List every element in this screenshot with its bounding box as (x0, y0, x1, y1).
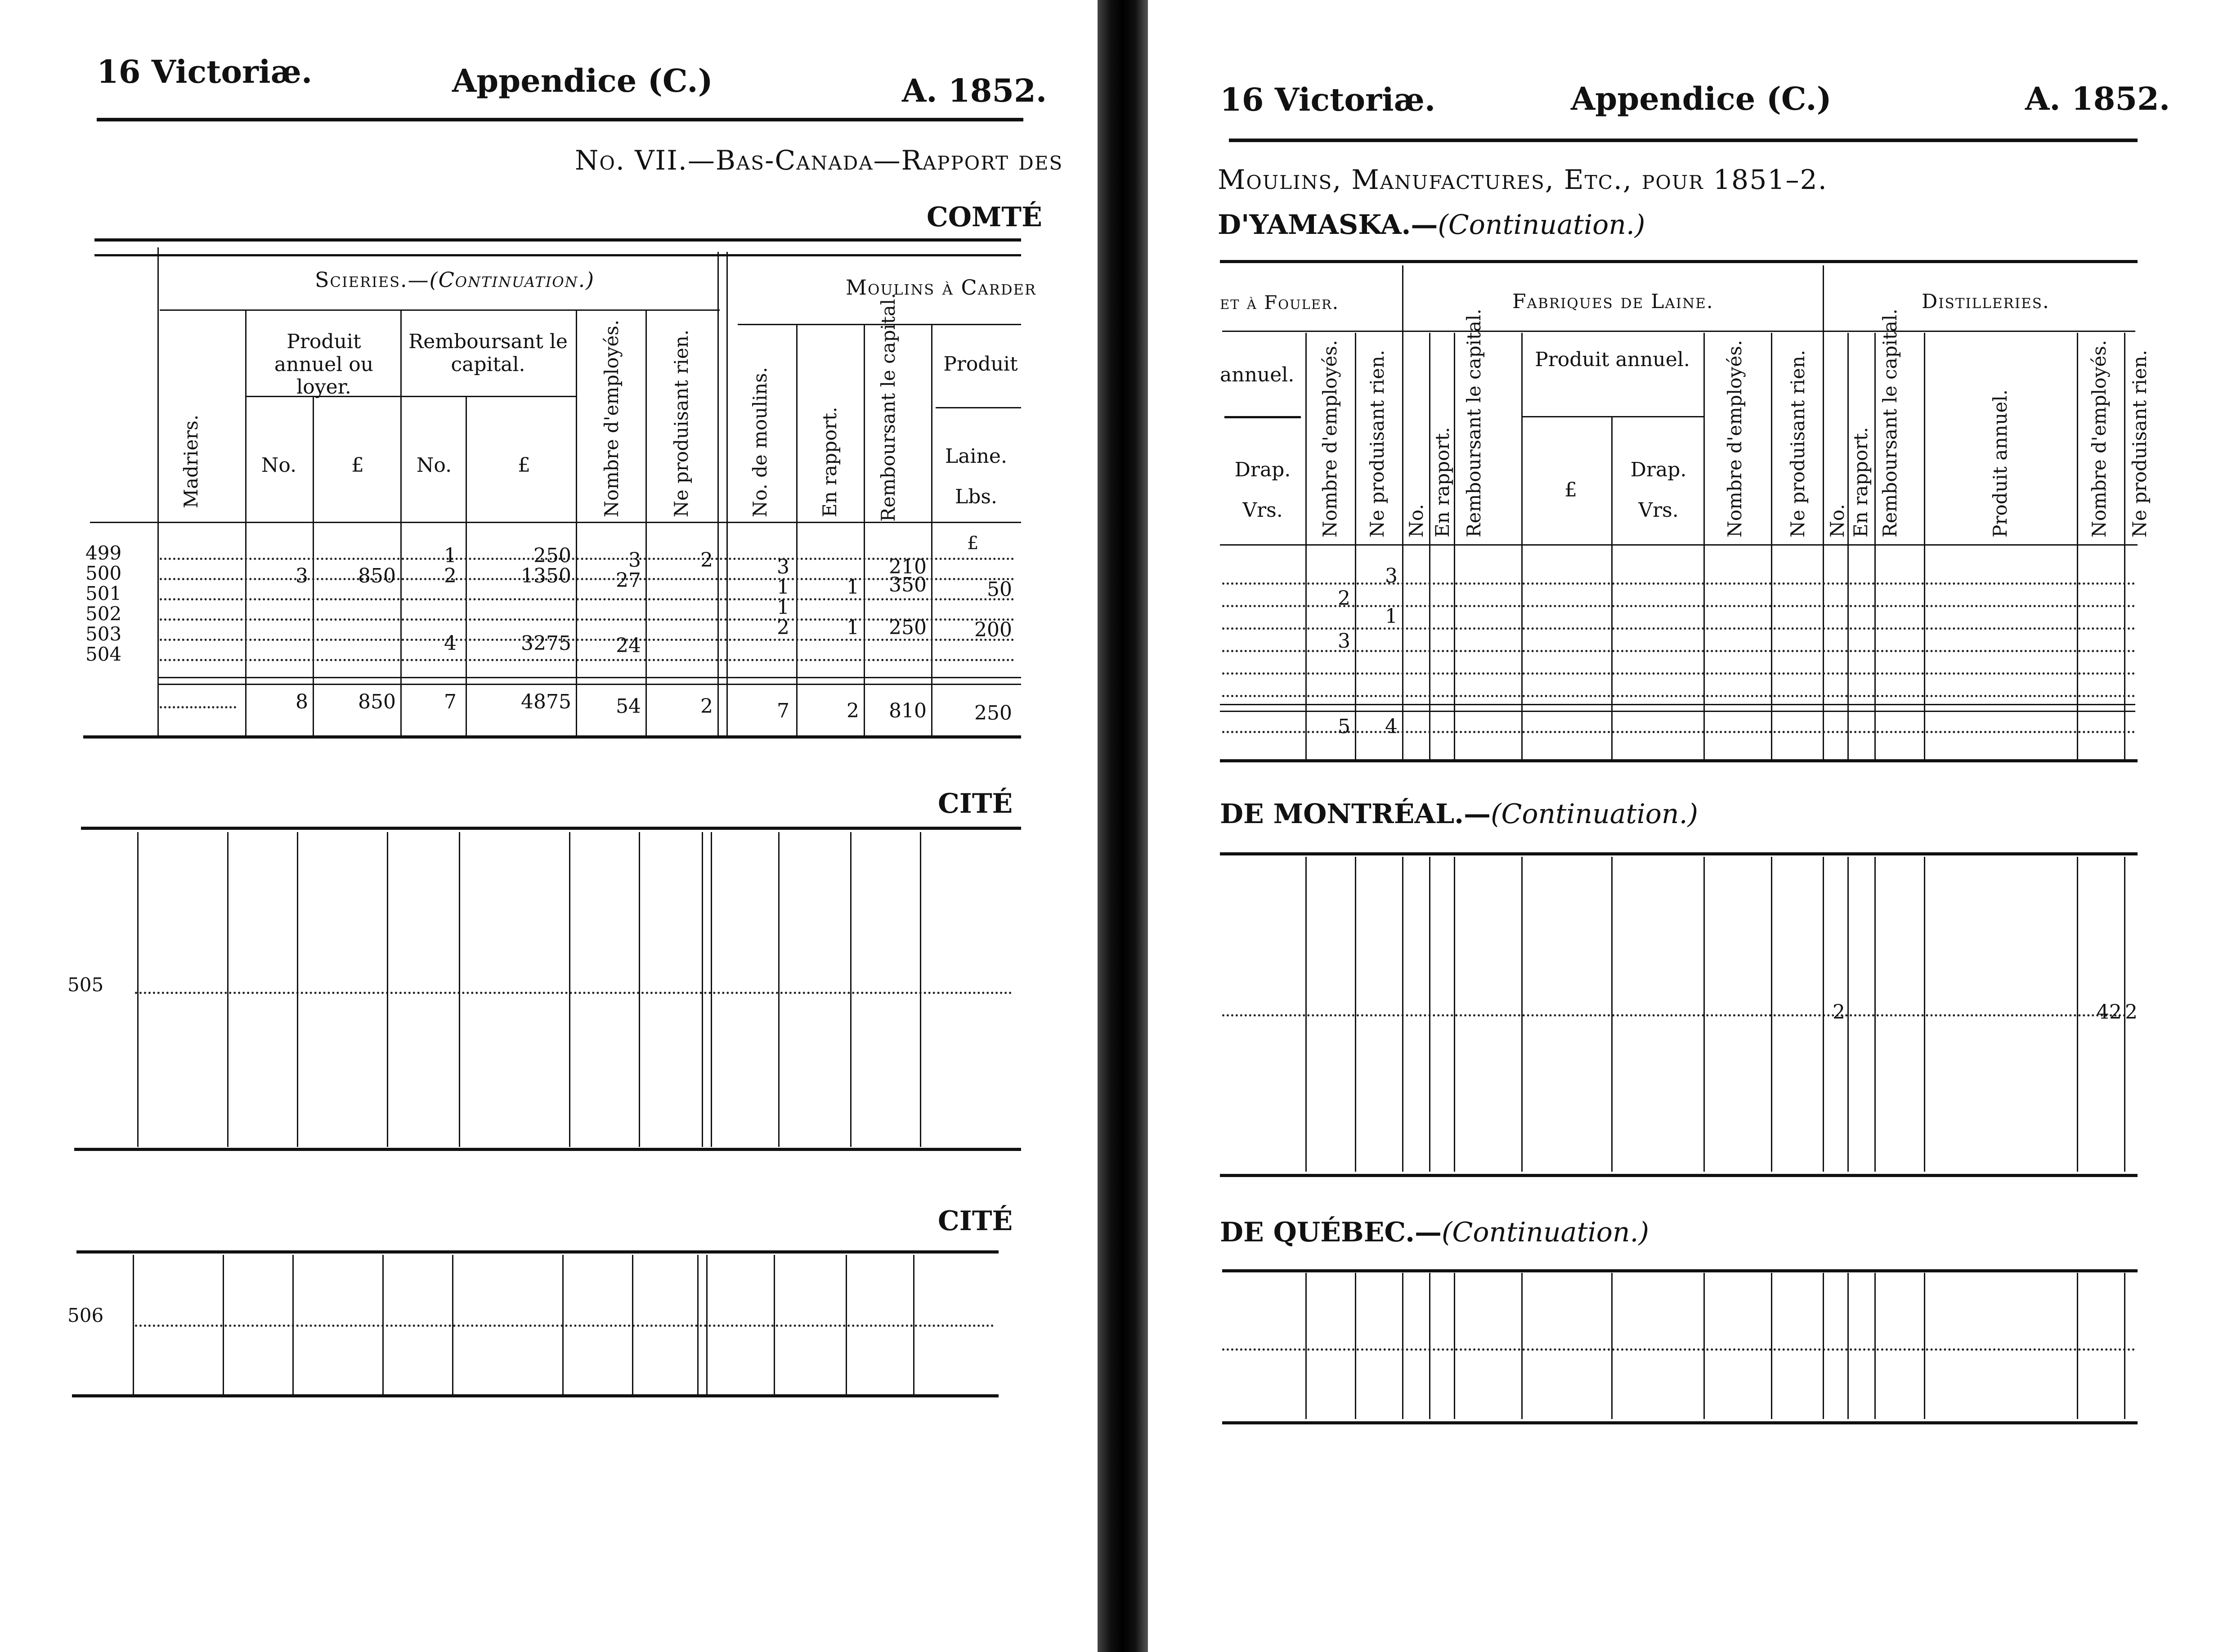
col-nombre-employes: Nombre d'employés. (601, 319, 623, 517)
cell: 210 (889, 555, 927, 578)
county-quebec: DE QUÉBEC.—(Continuation.) (1220, 1217, 1649, 1248)
cell: 24 (616, 634, 641, 657)
cell: 2 (700, 549, 713, 572)
header-year: A. 1852. (2025, 80, 2170, 117)
cell: 2 (1833, 1001, 1845, 1024)
col-vrs-2: Vrs. (1638, 499, 1679, 522)
cell: 3 (1338, 630, 1350, 653)
col-laine: Laine. (945, 445, 1007, 468)
table-row-label: 502 (85, 603, 122, 625)
cell: 1 (777, 596, 789, 619)
cell: 3 (1385, 564, 1398, 587)
total-cell: 4 (1385, 715, 1398, 738)
table-top-rule (94, 238, 1021, 242)
county-label: D'YAMASKA.—(Continuation.) (1218, 209, 1645, 241)
table-row-label: 506 (67, 1304, 104, 1326)
col-ne-produisant-3: Ne produisant rien. (2129, 349, 2151, 537)
col-ne-produisant: Ne produisant rien. (670, 329, 692, 517)
cell: 1 (777, 576, 789, 599)
col-no: No. (261, 454, 297, 477)
cell: 2 (444, 564, 457, 587)
header-appendix: Appendice (C.) (1571, 80, 1832, 117)
section-distilleries: Distilleries. (1922, 290, 2050, 313)
col-produit-annuel: Produit annuel ou loyer. (274, 330, 374, 399)
cell: 350 (889, 573, 927, 596)
cell: 1 (1385, 605, 1398, 628)
col-pound: £ (351, 454, 364, 477)
table-row-label: 504 (85, 643, 122, 665)
cell: 2 (1338, 587, 1350, 610)
table-row-label: 500 (85, 562, 122, 584)
total-cell: 250 (974, 702, 1012, 725)
cell: 3 (777, 555, 789, 578)
col-pound: £ (1564, 479, 1577, 501)
table-bottom-rule (83, 735, 1021, 739)
section-scieries: Scieries.—(Continuation.) (315, 268, 595, 292)
col-remboursant: Remboursant le capital. (408, 330, 568, 376)
col-no-2: No. (416, 454, 452, 477)
total-cell: 7 (777, 699, 789, 722)
cell: 850 (358, 564, 396, 587)
county-label: COMTÉ (927, 201, 1042, 233)
col-no-moulins: No. de moulins. (749, 367, 771, 517)
col-produit: Produit (943, 353, 1018, 376)
col-annuel: annuel. (1220, 363, 1295, 386)
cite-label-2: CITÉ (938, 1205, 1013, 1237)
total-cell: 7 (444, 690, 457, 713)
col-remb-capital: Remboursant le capital. (877, 293, 899, 522)
cell: 42 (2097, 1001, 2122, 1024)
col-en-rapport: En rapport. (1431, 427, 1453, 537)
total-cell: 54 (616, 695, 641, 718)
report-title: Moulins, Manufactures, Etc., pour 1851–2. (1218, 164, 1828, 196)
cite-label-1: CITÉ (938, 788, 1013, 819)
pound-sign-laine: £ (967, 533, 979, 554)
col-no-2: No. (1826, 504, 1848, 537)
cell: 1 (444, 544, 457, 567)
cell: 1350 (521, 564, 571, 587)
col-en-rapport: En rapport. (819, 407, 841, 517)
header-rule (97, 118, 1023, 121)
col-nombre-employes-3: Nombre d'employés. (2088, 340, 2110, 537)
section-fouler: et à Fouler. (1220, 291, 1340, 313)
col-nombre-employes: Nombre d'employés. (1319, 340, 1341, 537)
col-en-rapport-2: En rapport. (1850, 427, 1872, 537)
total-cell: 4875 (521, 690, 571, 713)
header-rule (1229, 139, 2138, 142)
cell: 250 (533, 544, 571, 567)
cell: 250 (889, 616, 927, 639)
county-montreal: DE MONTRÉAL.—(Continuation.) (1220, 798, 1699, 830)
cell: 200 (974, 618, 1012, 641)
cell: 27 (616, 569, 641, 592)
table-bottom-rule (1220, 759, 2138, 762)
table-row-label: 501 (85, 582, 122, 604)
right-page (1148, 0, 2232, 1652)
col-pound-2: £ (518, 454, 530, 477)
header-session: 16 Victoriæ. (1220, 81, 1436, 118)
col-lbs: Lbs. (955, 485, 997, 508)
table-row-label: 505 (67, 974, 104, 996)
table-row-label: 499 (85, 542, 122, 564)
book-spine (1098, 0, 1148, 1652)
table-top-rule (1220, 260, 2138, 263)
col-ne-produisant: Ne produisant rien. (1366, 349, 1388, 537)
cell: 4 (444, 632, 457, 655)
total-cell: 2 (847, 699, 859, 722)
col-remboursant-2: Remboursant le capital. (1879, 309, 1901, 537)
report-title: No. VII.—Bas-Canada—Rapport des (575, 145, 1063, 176)
total-cell: 2 (700, 695, 713, 718)
total-cell: 5 (1338, 715, 1350, 738)
total-cell: 810 (889, 699, 927, 722)
cell: 3275 (521, 632, 571, 655)
header-year: A. 1852. (902, 72, 1047, 109)
header-appendix: Appendice (C.) (452, 62, 713, 99)
col-produit-annuel-dist: Produit annuel. (1989, 389, 2011, 537)
col-remboursant: Remboursant le capital. (1463, 309, 1485, 537)
col-madriers: Madriers. (180, 414, 202, 508)
cell: 2 (2125, 1001, 2138, 1024)
col-ne-produisant-2: Ne produisant rien. (1787, 349, 1809, 537)
section-moulins: Moulins à Carder (846, 275, 1036, 300)
col-drap: Drap. (1234, 458, 1291, 481)
cell: 3 (628, 549, 641, 572)
cell: 1 (847, 576, 859, 599)
col-nombre-employes-2: Nombre d'employés. (1724, 340, 1746, 537)
total-cell: 850 (358, 690, 396, 713)
total-cell: 8 (296, 690, 308, 713)
cell: 50 (987, 578, 1012, 601)
col-produit-an: Produit annuel. (1535, 348, 1690, 371)
cell: 1 (847, 616, 859, 639)
table-row-label: 503 (85, 623, 122, 645)
col-no: No. (1405, 504, 1427, 537)
cell: 2 (777, 616, 789, 639)
header-session: 16 Victoriæ. (97, 53, 313, 90)
left-page (0, 0, 1098, 1652)
col-drap-2: Drap. (1630, 458, 1687, 481)
col-vrs: Vrs. (1242, 499, 1283, 522)
section-fabriques: Fabriques de Laine. (1512, 290, 1714, 313)
cell: 3 (296, 564, 308, 587)
